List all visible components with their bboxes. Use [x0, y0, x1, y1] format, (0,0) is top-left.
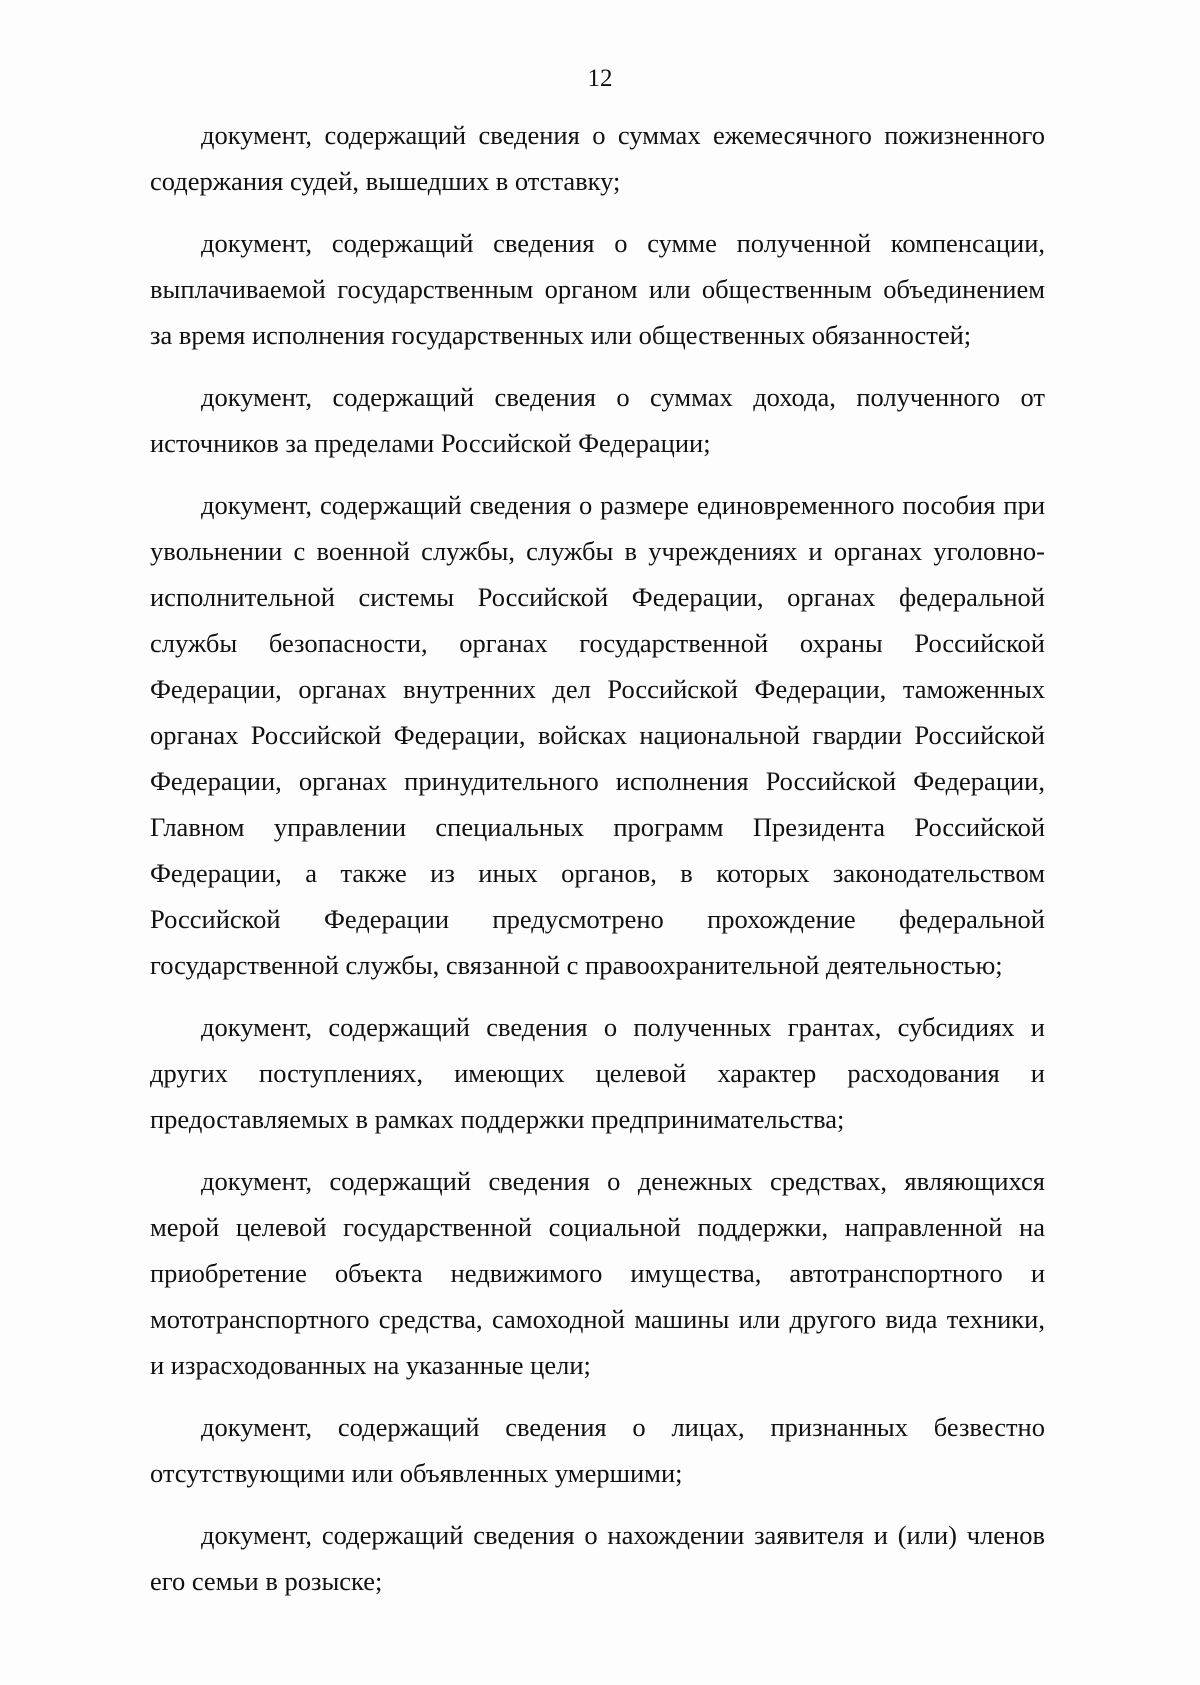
paragraph-missing-persons: документ, содержащий сведения о лицах, признанных безвестно отсутствующими или объявленных умершими; — [150, 1412, 1045, 1488]
document-body — [150, 112, 1045, 1620]
paragraph-grants-subsidies: документ, содержащий сведения о полученных грантах, субсидиях и других поступлениях, имеющих целевой характер расходования и предоставляемых в рамках поддержки предпринимательства; — [150, 1012, 1045, 1134]
paragraph-social-support-funds: документ, содержащий сведения о денежных средствах, являющихся мерой целевой государственной социальной поддержки, направленной на приобретение объекта недвижимого имущества, автотранспортного и мототранспортного средства, самоходной машины или другого вида техники, и израсходованных на указанные цели; — [150, 1166, 1045, 1380]
paragraph-compensation: документ, содержащий сведения о сумме полученной компенсации, выплачиваемой государственным органом или общественным объединением за время исполнения государственных или общественных обязанностей; — [150, 228, 1045, 350]
page-number: 12 — [587, 65, 613, 92]
paragraph-retired-judges: документ, содержащий сведения о суммах ежемесячного пожизненного содержания судей, вышедших в отставку; — [150, 120, 1045, 196]
paragraph-dismissal-allowance: документ, содержащий сведения о размере единовременного пособия при увольнении с военной службы, службы в учреждениях и органах уголовно-исполнительной системы Российской Федерации, органах федеральной службы безопасности, органах государственной охраны Российской Федерации, органах внутренних дел Российской Федерации, таможенных органах Российской Федерации, войсках национальной гвардии Российской Федерации, органах принудительного исполнения Российской Федерации, Главном управлении специальных программ Президента Российской Федерации, а также из иных органов, в которых законодательством Российской Федерации предусмотрено прохождение федеральной государственной службы, связанной с правоохранительной деятельностью; — [150, 490, 1045, 980]
paragraph-wanted-search: документ, содержащий сведения о нахождении заявителя и (или) членов его семьи в розыске; — [150, 1520, 1045, 1596]
paragraph-foreign-income: документ, содержащий сведения о суммах дохода, полученного от источников за пределами Российской Федерации; — [150, 382, 1045, 458]
